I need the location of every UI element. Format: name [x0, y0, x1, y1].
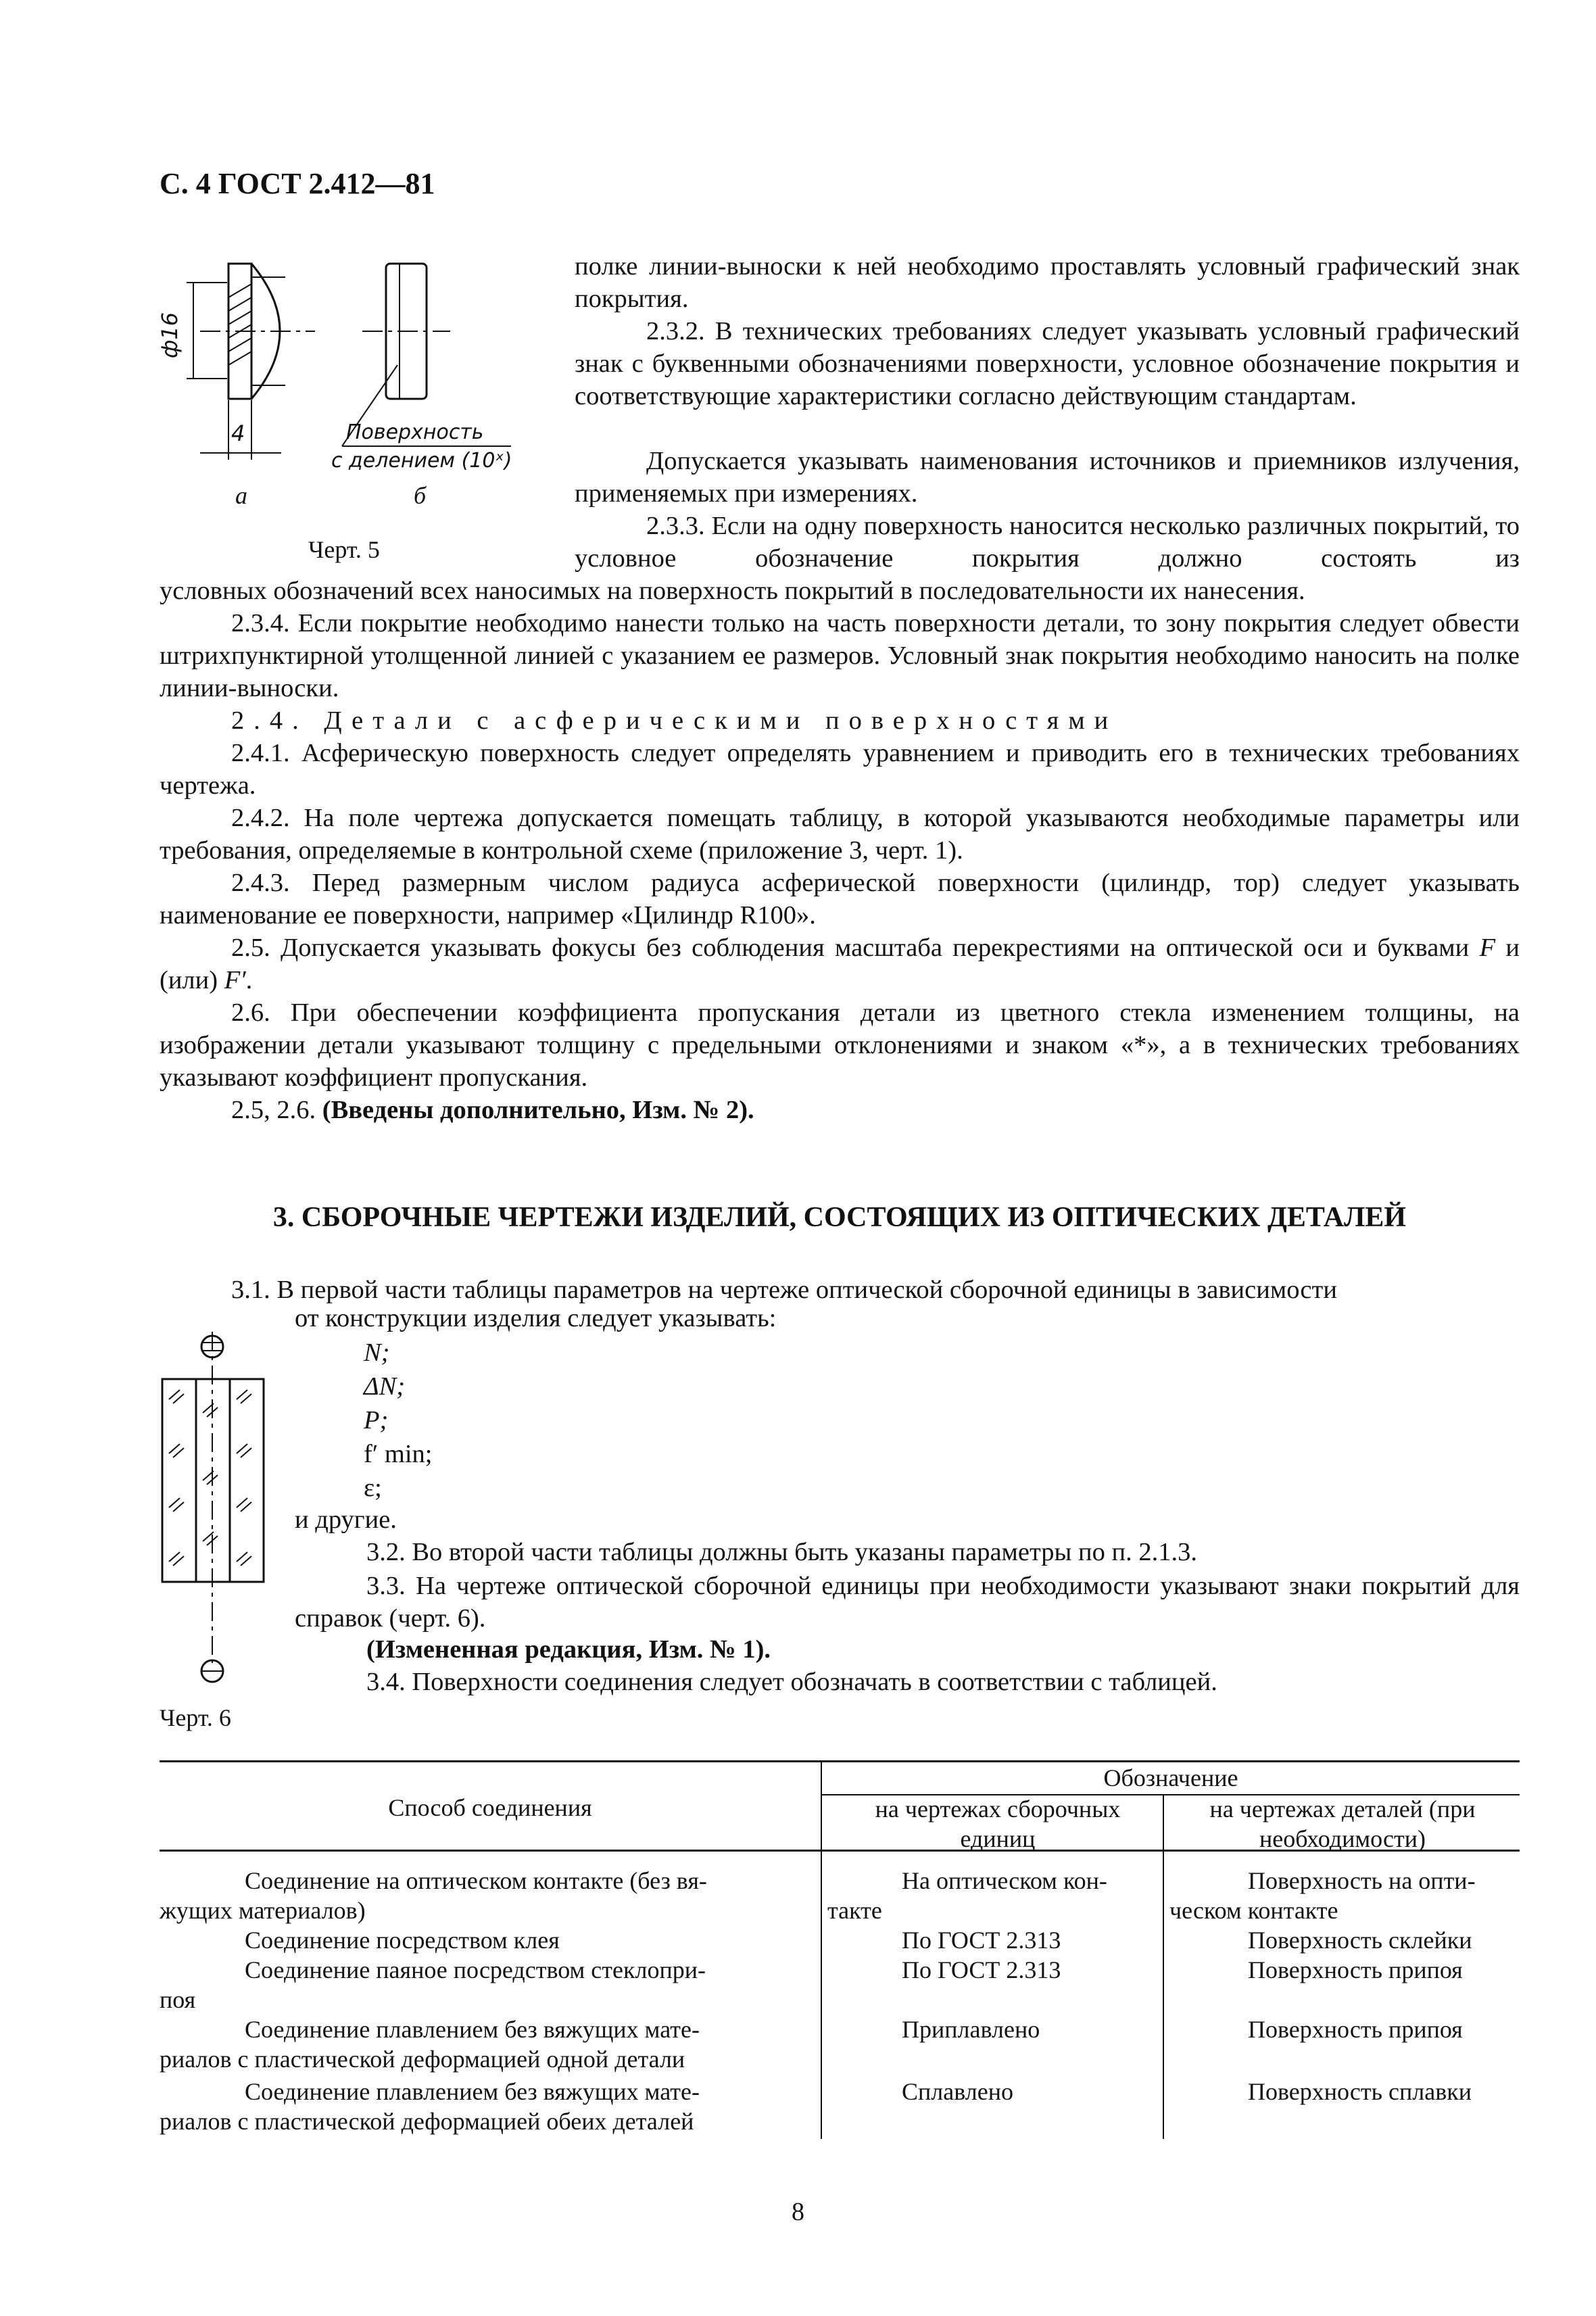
paragraph-33-edition: (Измененная редакция, Изм. № 1).: [366, 1635, 771, 1664]
table-row-3-method-a: Соединение паяное посредством стеклопри-: [245, 1956, 706, 1983]
paragraph-234: 2.3.4. Если покрытие необходимо нанести только на часть поверхности детали, то зону покрытия следует обвести штрихпунктирной утолщенной линией с указанием ее размеров. Условный знак покрытия необходимо наносить на полке линии-выноски.: [160, 609, 1520, 702]
table-row-1-parts-b: ческом контакте: [1169, 1897, 1338, 1924]
note-numbers: 2.5, 2.6.: [231, 1096, 322, 1124]
header-assembly: на чертежах сборочных единиц: [875, 1795, 1121, 1852]
param-p: P;: [364, 1406, 389, 1434]
surface-label: Поверхность: [346, 420, 484, 444]
figure-6-drawing: [160, 1311, 295, 1690]
paragraph-24-title: 2.4. Детали с асферическими поверхностями: [231, 706, 1118, 735]
p25-f-prime: F′: [224, 966, 246, 994]
figure-5-caption: Черт. 5: [308, 536, 380, 563]
paragraph-32: 3.2. Во второй части таблицы должны быть указаны параметры по п. 2.1.3.: [366, 1538, 1197, 1566]
header-parts: на чертежах деталей (при необходимости): [1209, 1795, 1476, 1852]
p25-text-a: 2.5. Допускается указывать фокусы без соблюдения масштаба перекрестиями на оптической оси и буквами: [231, 934, 1480, 962]
paragraph-232: 2.3.2. В технических требованиях следует указывать условный графический знак с буквенными обозначениями поверхности, условное обозначение покрытия и соответствующие характеристики согласно действующим стандартам.: [575, 317, 1520, 410]
dim-phi-label: ф16: [157, 312, 183, 358]
paragraph-26: 2.6. При обеспечении коэффициента пропускания детали из цветного стекла изменением толщины, на изображении детали указывают толщину с предельными отклонениями и знаком «*», а в технических требованиях указывают коэффициент пропускания.: [160, 998, 1520, 1092]
figure-5-drawing: [160, 243, 538, 527]
param-f-min: f′ min;: [364, 1440, 433, 1468]
table-row-1-assembly-a: На оптическом кон-: [902, 1867, 1107, 1894]
paragraph-33: 3.3. На чертеже оптической сборочной единицы при необходимости указывают знаки покрытий для справок (черт. 6).: [295, 1572, 1520, 1633]
page-header: С. 4 ГОСТ 2.412—81: [160, 167, 435, 200]
param-n: N;: [364, 1338, 390, 1367]
table-top-rule: [160, 1760, 1520, 1762]
paragraph-25: [160, 932, 1520, 996]
table-row-5-method-b: риалов с пластической деформацией обеих деталей: [160, 2108, 694, 2135]
table-row-3-parts: Поверхность припоя: [1248, 1956, 1463, 1983]
paragraph-243: 2.4.3. Перед размерным числом радиуса асферической поверхности (цилиндр, тор) следует указывать наименование ее поверхности, например «Цилиндр R100».: [160, 869, 1520, 930]
parameter-list: [364, 1336, 432, 1505]
param-epsilon: ε;: [364, 1474, 382, 1502]
figure-6-caption: Черт. 6: [160, 1704, 231, 1731]
paragraph-25-26-note: [160, 1094, 1520, 1126]
table-vline-1: [821, 1760, 822, 2139]
table-row-4-method-a: Соединение плавлением без вяжущих мате-: [245, 2016, 700, 2043]
letter-a: а: [235, 482, 247, 509]
paragraph-242: 2.4.2. На поле чертежа допускается помещать таблицу, в которой указываются необходимые параметры или требования, определяемые в контрольной схеме (приложение 3, черт. 1).: [160, 804, 1520, 865]
table-row-1-parts-a: Поверхность на опти-: [1248, 1867, 1476, 1894]
p25-text-b: и (или): [160, 934, 1520, 994]
p25-text-c: .: [245, 966, 253, 994]
table-row-1-method-b: жущих материалов): [160, 1897, 366, 1924]
table-row-4-method-b: риалов с пластической деформацией одной детали: [160, 2046, 685, 2073]
table-vline-2: [1163, 1794, 1164, 2139]
header-designation: Обозначение: [1103, 1764, 1238, 1791]
table-row-4-assembly: Приплавлено: [902, 2016, 1040, 2043]
dim-4-label: 4: [231, 420, 245, 446]
paragraph-233-cont: условных обозначений всех наносимых на поверхность покрытий в последовательности их нанесения.: [160, 577, 1305, 605]
paragraph-31-b: от конструкции изделия следует указывать:: [295, 1304, 777, 1332]
and-others: и другие.: [295, 1505, 397, 1534]
paragraph-233: 2.3.3. Если на одну поверхность наносится несколько различных покрытий, то условное обозначение покрытия должно состоять из: [575, 512, 1520, 573]
section-3-title: 3. СБОРОЧНЫЕ ЧЕРТЕЖИ ИЗДЕЛИЙ, СОСТОЯЩИХ ИЗ ОПТИЧЕСКИХ ДЕТАЛЕЙ: [272, 1202, 1407, 1233]
p25-f: F: [1479, 934, 1496, 962]
paragraph-cont-231: полке линии-выноски к ней необходимо проставлять условный графический знак покрытия.: [575, 252, 1520, 313]
table-row-2-assembly: По ГОСТ 2.313: [902, 1927, 1061, 1954]
table-row-3-method-b: поя: [160, 1986, 196, 2013]
table-row-3-assembly: По ГОСТ 2.313: [902, 1956, 1061, 1983]
paragraph-34: 3.4. Поверхности соединения следует обозначать в соответствии с таблицей.: [366, 1668, 1217, 1696]
note-amendment: (Введены дополнительно, Изм. № 2).: [322, 1096, 754, 1124]
paragraph-allow-sources: Допускается указывать наименования источников и приемников излучения, применяемых при измерениях.: [575, 447, 1520, 508]
table-row-5-parts: Поверхность сплавки: [1248, 2078, 1472, 2105]
table-row-5-method-a: Соединение плавлением без вяжущих мате-: [245, 2078, 700, 2105]
table-row-5-assembly: Сплавлено: [902, 2078, 1013, 2105]
division-label: с делением (10ˣ): [331, 449, 512, 473]
table-row-1-assembly-b: такте: [827, 1897, 882, 1924]
paragraph-31-a: 3.1. В первой части таблицы параметров на чертеже оптической сборочной единицы в зависимости: [231, 1276, 1337, 1304]
table-row-4-parts: Поверхность припоя: [1248, 2016, 1463, 2043]
paragraph-241: 2.4.1. Асферическую поверхность следует определять уравнением и приводить его в технических требованиях чертежа.: [160, 739, 1520, 800]
header-method: Способ соединения: [388, 1794, 592, 1821]
param-delta-n: ΔN;: [364, 1372, 406, 1401]
table-row-2-parts: Поверхность склейки: [1248, 1927, 1472, 1954]
page-number: 8: [792, 2198, 804, 2226]
table-row-2-method: Соединение посредством клея: [245, 1927, 560, 1954]
table-row-1-method-a: Соединение на оптическом контакте (без вя-: [245, 1867, 707, 1894]
letter-b: б: [414, 482, 427, 509]
